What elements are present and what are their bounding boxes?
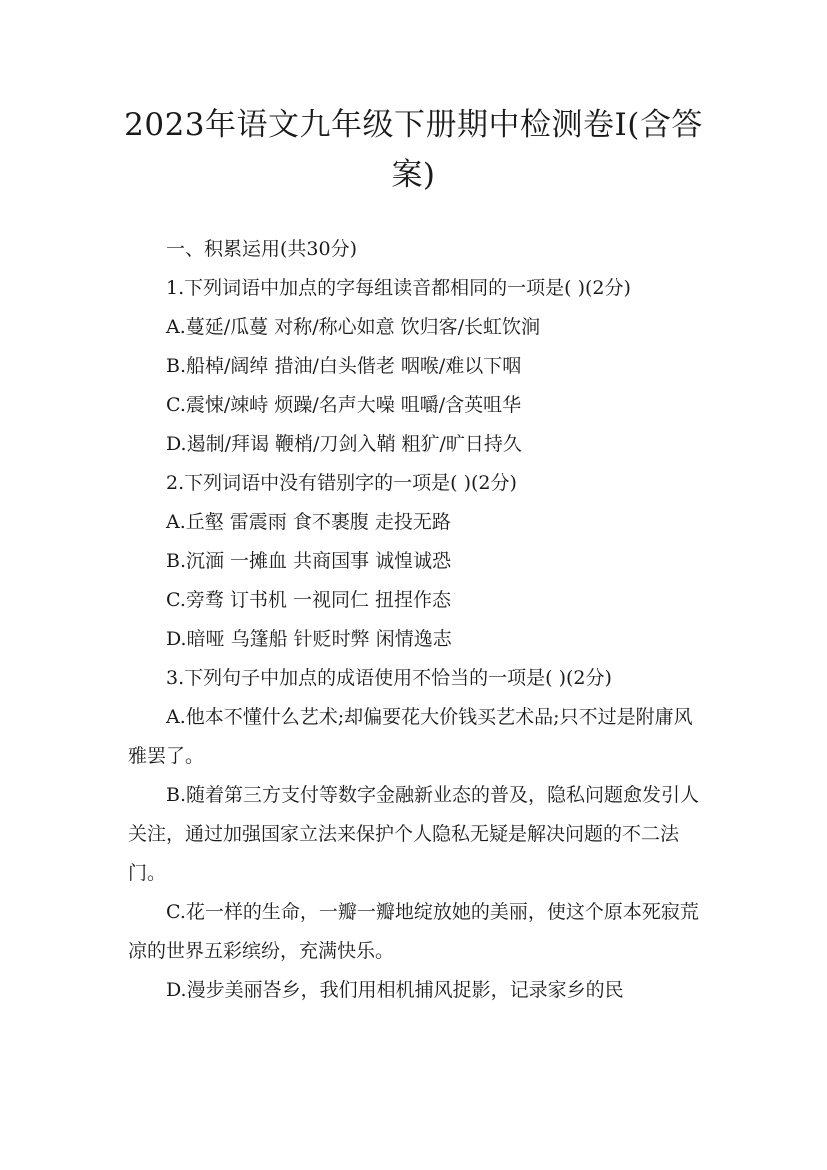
section-heading: 一、积累运用(共30分) xyxy=(166,238,358,260)
document-body xyxy=(128,230,703,1010)
question-1-stem: 1.下列词语中加点的字每组读音都相同的一项是( )(2分) xyxy=(166,277,631,299)
question-3-option-d: D.漫步美丽峇乡，我们用相机捕风捉影，记录家乡的民 xyxy=(166,979,624,1001)
question-1-option-a: A.蔓延/瓜蔓 对称/称心如意 饮归客/长虹饮涧 xyxy=(166,316,541,338)
question-2-option-d: D.暗哑 乌篷船 针贬时弊 闲情逸志 xyxy=(166,628,452,650)
question-3-option-c: C.花一样的生命，一瓣一瓣地绽放她的美丽，使这个原本死寂荒凉的世界五彩缤纷，充满快乐。 xyxy=(128,901,699,962)
question-3-option-b: B.随着第三方支付等数字金融新业态的普及，隐私问题愈发引人关注，通过加强国家立法来保护个人隐私无疑是解决问题的不二法门。 xyxy=(128,784,700,884)
document-title: 2023年语文九年级下册期中检测卷Ⅰ(含答案) xyxy=(124,107,703,193)
question-1-option-b: B.船棹/阔绰 措油/白头偕老 咽喉/难以下咽 xyxy=(166,355,522,377)
question-1-option-d: D.遏制/拜谒 鞭梢/刀剑入鞘 粗犷/旷日持久 xyxy=(166,433,522,455)
question-2-option-c: C.旁骛 订书机 一视同仁 扭捏作态 xyxy=(166,589,452,611)
question-3-stem: 3.下列句子中加点的成语使用不恰当的一项是( )(2分) xyxy=(166,667,612,689)
question-2-option-a: A.丘壑 雷震雨 食不裹腹 走投无路 xyxy=(166,511,451,533)
question-2-option-b: B.沉湎 一摊血 共商国事 诚惶诚恐 xyxy=(166,550,452,572)
question-1-option-c: C.震悚/竦峙 烦躁/名声大噪 咀嚼/含英咀华 xyxy=(166,394,522,416)
question-3-option-a: A.他本不懂什么艺术;却偏要花大价钱买艺术品;只不过是附庸风雅罢了。 xyxy=(128,706,693,767)
question-2-stem: 2.下列词语中没有错别字的一项是( )(2分) xyxy=(166,472,517,494)
